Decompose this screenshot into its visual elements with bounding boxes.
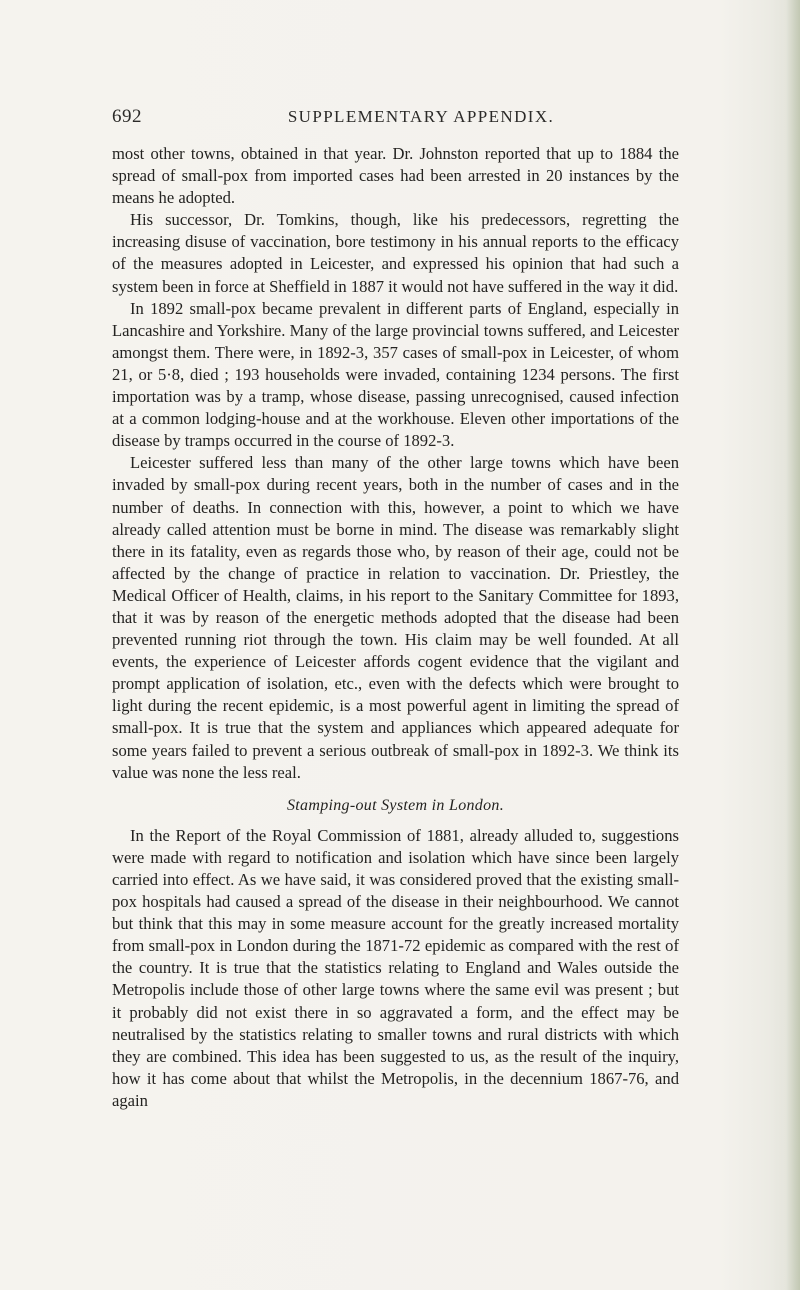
running-head: SUPPLEMENTARY APPENDIX. <box>287 107 555 126</box>
page-number: 692 <box>112 106 142 127</box>
page-header <box>112 106 672 132</box>
paragraph: His successor, Dr. Tomkins, though, like his predecessors, regretting the increasing disuse of vaccination, bore testimony in his annual reports to the efficacy of the measures adopted in Leicester, and expressed his opinion that had such a system been in force at Sheffield in 1887 it would not have suffered in the way it did. <box>112 210 679 296</box>
paragraph: Leicester suffered less than many of the other large towns which have been invaded by small-pox during recent years, both in the number of cases and in the number of deaths. In connection with this, however, a point to which we have already called attention must be borne in mind. The disease was remarkably slight there in its fatality, even as regards those who, by reason of their age, could not be affected by the change of practice in relation to vaccination. Dr. Priestley, the Medical Officer of Health, claims, in his report to the Sanitary Committee for 1893, that it was by reason of the energetic methods adopted that the disease had been prevented running riot through the town. His claim may be well founded. At all events, the experience of Leicester affords cogent evidence that the vigilant and prompt application of isolation, etc., even with the defects which were brought to light during the recent epidemic, is a most powerful agent in limiting the spread of small-pox. It is true that the system and appliances which appeared adequate for some years failed to prevent a serious outbreak of small-pox in 1892-3. We think its value was none the less real. <box>112 453 679 782</box>
section-heading: Stamping-out System in London. <box>287 796 504 814</box>
body-text <box>112 143 679 1112</box>
paragraph: most other towns, obtained in that year. Dr. Johnston reported that up to 1884 the spread of small-pox from imported cases had been arrested in 20 instances by the means he adopted. <box>112 144 679 208</box>
page-edge-shading <box>786 0 800 1290</box>
paragraph: In the Report of the Royal Commission of 1881, already alluded to, suggestions were made with regard to notification and isolation which have since been largely carried into effect. As we have said, it was considered proved that the existing small-pox hospitals had caused a spread of the disease in their neighbourhood. We cannot but think that this may in some measure account for the greatly increased mortality from small-pox in London during the 1871-72 epidemic as compared with the rest of the country. It is true that the statistics relating to England and Wales outside the Metropolis include those of other large towns where the same evil was present ; but it probably did not exist there in so aggravated a form, and the effect may be neutralised by the statistics relating to smaller towns and rural districts with which they are combined. This idea has been suggested to us, as the result of the inquiry, how it has come about that whilst the Metropolis, in the decennium 1867-76, and again <box>112 825 679 1110</box>
paragraph: In 1892 small-pox became prevalent in different parts of England, especially in Lancashire and Yorkshire. Many of the large provincial towns suffered, and Leicester amongst them. There were, in 1892-3, 357 cases of small-pox in Leicester, of whom 21, or 5·8, died ; 193 households were invaded, containing 1234 persons. The first importation was by a tramp, whose disease, passing unrecognised, caused infection at a common lodging-house and at the workhouse. Eleven other importations of the disease by tramps occurred in the course of 1892-3. <box>112 298 679 451</box>
